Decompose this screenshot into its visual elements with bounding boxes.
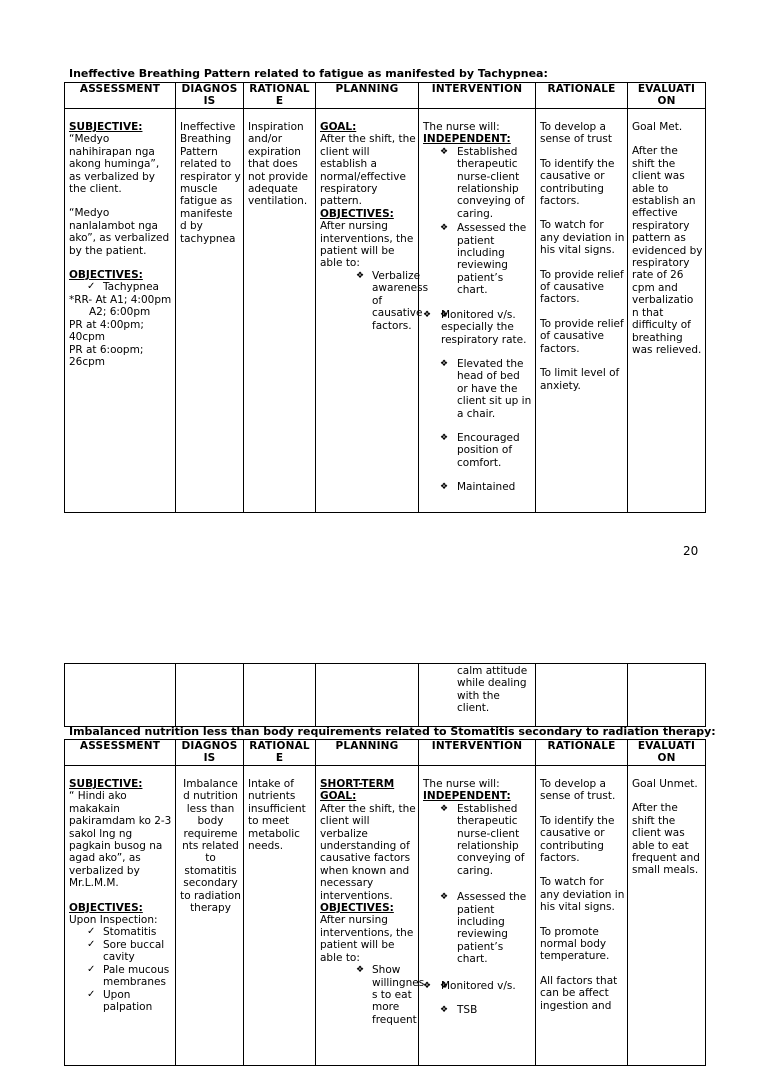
evaluation-text: After the shift the client was able to establish an effective respiratory pattern as evidenced by respiratory rate of 26 cpm and verbalizatio n that difficulty of breathing was relieved. bbox=[632, 145, 703, 356]
upon-inspection: Upon Inspection: bbox=[69, 914, 158, 927]
table-row bbox=[65, 109, 706, 513]
assessment-cell bbox=[65, 766, 176, 1066]
diagnosis-text: Imbalance d nutrition less than body requireme nts related to stomatitis secondary to radiation therapy bbox=[180, 778, 241, 915]
rationale-item: To identify the causative or contributing factors. bbox=[540, 157, 615, 208]
empty-cell bbox=[628, 664, 706, 727]
intervention-item: ❖ Assessed the patient including reviewing patient’s chart. bbox=[423, 222, 533, 296]
objectives-label: OBJECTIVES: bbox=[69, 901, 143, 914]
header-intervention: INTERVENTION bbox=[419, 83, 536, 109]
empty-cell bbox=[176, 664, 244, 727]
planning-cell bbox=[316, 109, 429, 513]
continuation-table bbox=[64, 663, 706, 727]
rationale-dx-cell bbox=[244, 766, 316, 1066]
objective-check: ✓ Sore buccal cavity bbox=[69, 939, 173, 964]
header-assessment: ASSESSMENT bbox=[65, 740, 176, 766]
evaluation-cell bbox=[628, 766, 706, 1066]
rationale-item: To limit level of anxiety. bbox=[540, 367, 620, 392]
rationale-item: To develop a sense of trust bbox=[540, 121, 612, 146]
empty-cell bbox=[244, 664, 316, 727]
continuation-intervention-cell bbox=[419, 664, 536, 727]
header-rationale: RATIONALE bbox=[536, 740, 628, 766]
intervention-item: ❖ TSB bbox=[423, 1004, 533, 1016]
evaluation-cell bbox=[628, 109, 706, 513]
care-plan-table-2 bbox=[64, 739, 706, 1066]
objectives-label: OBJECTIVES: bbox=[69, 269, 143, 282]
assessment-cell bbox=[65, 109, 176, 513]
objective-check: ✓ Upon palpation bbox=[69, 989, 173, 1014]
rationale-dx-text: Inspiration and/or expiration that does not provide adequate ventilation. bbox=[248, 121, 308, 208]
header-assessment: ASSESSMENT bbox=[65, 83, 176, 109]
subjective-label: SUBJECTIVE: bbox=[69, 778, 143, 790]
rationale-cell bbox=[536, 109, 628, 513]
continuation-text: calm attitude while dealing with the client. bbox=[457, 665, 528, 715]
header-rationale-dx: RATIONAL E bbox=[244, 83, 316, 109]
intervention-intro: The nurse will: bbox=[423, 121, 500, 133]
independent-label: INDEPENDENT: bbox=[423, 790, 511, 803]
planning-objectives-label: OBJECTIVES: bbox=[320, 902, 394, 915]
table-row bbox=[65, 664, 706, 727]
plan2-title: Imbalanced nutrition less than body requirements related to Stomatitis secondary to radiation therapy: bbox=[69, 725, 716, 738]
intervention-item: ❖ Elevated the head of bed or have the client sit up in a chair. bbox=[423, 358, 533, 420]
header-planning: PLANNING bbox=[316, 740, 419, 766]
rationale-dx-text: Intake of nutrients insufficient to meet metabolic needs. bbox=[248, 778, 306, 853]
intervention-intro: The nurse will: bbox=[423, 778, 500, 790]
goal-label: GOAL: bbox=[320, 121, 357, 133]
plan1-title: Ineffective Breathing Pattern related to fatigue as manifested by Tachypnea: bbox=[69, 67, 548, 80]
objective-check: ✓ Stomatitis bbox=[69, 926, 173, 938]
rationale-item: To watch for any deviation in his vital signs. bbox=[540, 219, 625, 257]
header-planning: PLANNING bbox=[316, 83, 419, 109]
planning-objectives-text: After nursing interventions, the patient will be able to: bbox=[320, 914, 414, 964]
empty-cell bbox=[65, 664, 176, 727]
evaluation-status: Goal Met. bbox=[632, 121, 683, 133]
independent-label: INDEPENDENT: bbox=[423, 133, 511, 146]
goal-text: After the shift, the client will establish a normal/effective respiratory pattern. bbox=[320, 133, 416, 208]
header-row bbox=[65, 740, 706, 766]
subjective-quote-2: “Medyo nanlalambot nga ako”, as verbalized by the patient. bbox=[69, 207, 170, 257]
header-intervention: INTERVENTION bbox=[419, 740, 536, 766]
subjective-quote-1: “Medyo nahihirapan nga akong huminga”, as verbalized by the client. bbox=[69, 133, 160, 196]
intervention-item-monitor: ❖ ❖ Monitored v/s. bbox=[423, 980, 533, 992]
rationale-item: To promote normal body temperature. bbox=[540, 925, 610, 963]
header-diagnosis: DIAGNOS IS bbox=[176, 740, 244, 766]
intervention-cell bbox=[419, 109, 536, 513]
planning-objective-item: ❖ Show willingnes s to eat more frequent bbox=[320, 964, 416, 1026]
care-plan-table-1 bbox=[64, 82, 706, 513]
goal-label: SHORT-TERM GOAL: bbox=[320, 778, 395, 803]
subjective-label: SUBJECTIVE: bbox=[69, 121, 143, 133]
intervention-cell bbox=[419, 766, 536, 1066]
intervention-item: ❖ Assessed the patient including reviewing patient’s chart. bbox=[423, 891, 533, 965]
page-number: 20 bbox=[683, 544, 699, 558]
header-evaluation: EVALUATI ON bbox=[628, 740, 706, 766]
rationale-item: To develop a sense of trust. bbox=[540, 778, 616, 803]
intervention-item-monitor: ❖ ❖ Monitored v/s. especially the respiratory rate. bbox=[423, 309, 533, 346]
diagnosis-cell bbox=[176, 766, 244, 1066]
intervention-item: ❖ Established therapeutic nurse-client relationship conveying of caring. bbox=[423, 803, 533, 877]
rationale-cell bbox=[536, 766, 628, 1066]
header-row bbox=[65, 83, 706, 109]
planning-cell bbox=[316, 766, 425, 1066]
objective-check: ✓ Pale mucous membranes bbox=[69, 964, 173, 989]
header-evaluation: EVALUATI ON bbox=[628, 83, 706, 109]
pr-reading-1: PR at 4:00pm; 40cpm bbox=[69, 318, 144, 344]
subjective-quote: “ Hindi ako makakain pakiramdam ko 2-3 sakol lng ng pagkain busog na agad ako”, as verbalized by Mr.L.M.M. bbox=[69, 790, 172, 890]
intervention-item: ❖ Maintained bbox=[423, 481, 533, 493]
table-row bbox=[65, 766, 706, 1066]
intervention-item: ❖ Encouraged position of comfort. bbox=[423, 432, 533, 469]
rationale-item: To provide relief of causative factors. bbox=[540, 268, 624, 306]
diamond-bullet-icon: ❖ ❖ bbox=[423, 309, 432, 320]
empty-cell bbox=[316, 664, 419, 727]
rationale-item: To provide relief of causative factors. bbox=[540, 317, 624, 355]
header-rationale-dx: RATIONAL E bbox=[244, 740, 316, 766]
rationale-item: All factors that can be affect ingestion and bbox=[540, 974, 618, 1012]
evaluation-text: After the shift the client was able to eat frequent and small meals. bbox=[632, 802, 700, 877]
rr-reading-2: A2; 6:00pm bbox=[89, 306, 151, 319]
intervention-item: ❖ Established therapeutic nurse-client relationship conveying of caring. bbox=[423, 146, 533, 220]
empty-cell bbox=[536, 664, 628, 727]
planning-objective-item: ❖ Verbalize awareness of causative factors. bbox=[320, 270, 416, 332]
evaluation-status: Goal Unmet. bbox=[632, 778, 698, 790]
rationale-item: To watch for any deviation in his vital signs. bbox=[540, 876, 625, 914]
rationale-item: To identify the causative or contributing factors. bbox=[540, 814, 615, 865]
rr-reading-1: *RR- At A1; 4:00pm bbox=[69, 293, 172, 306]
planning-objectives-label: OBJECTIVES: bbox=[320, 207, 394, 220]
header-diagnosis: DIAGNOS IS bbox=[176, 83, 244, 109]
diamond-bullet-icon: ❖ ❖ bbox=[423, 980, 432, 991]
rationale-dx-cell bbox=[244, 109, 316, 513]
diagnosis-cell bbox=[176, 109, 244, 513]
diagnosis-text: Ineffective Breathing Pattern related to respirator y muscle fatigue as manifeste d by tachypnea bbox=[180, 121, 241, 245]
goal-text: After the shift, the client will verbalize understanding of causative factors when known and necessary interventions. bbox=[320, 802, 416, 902]
pr-reading-2: PR at 6:oopm; 26cpm bbox=[69, 343, 144, 368]
objective-check-tachypnea: ✓ Tachypnea bbox=[69, 281, 173, 293]
header-rationale: RATIONALE bbox=[536, 83, 628, 109]
planning-objectives-text: After nursing interventions, the patient will be able to: bbox=[320, 220, 414, 270]
